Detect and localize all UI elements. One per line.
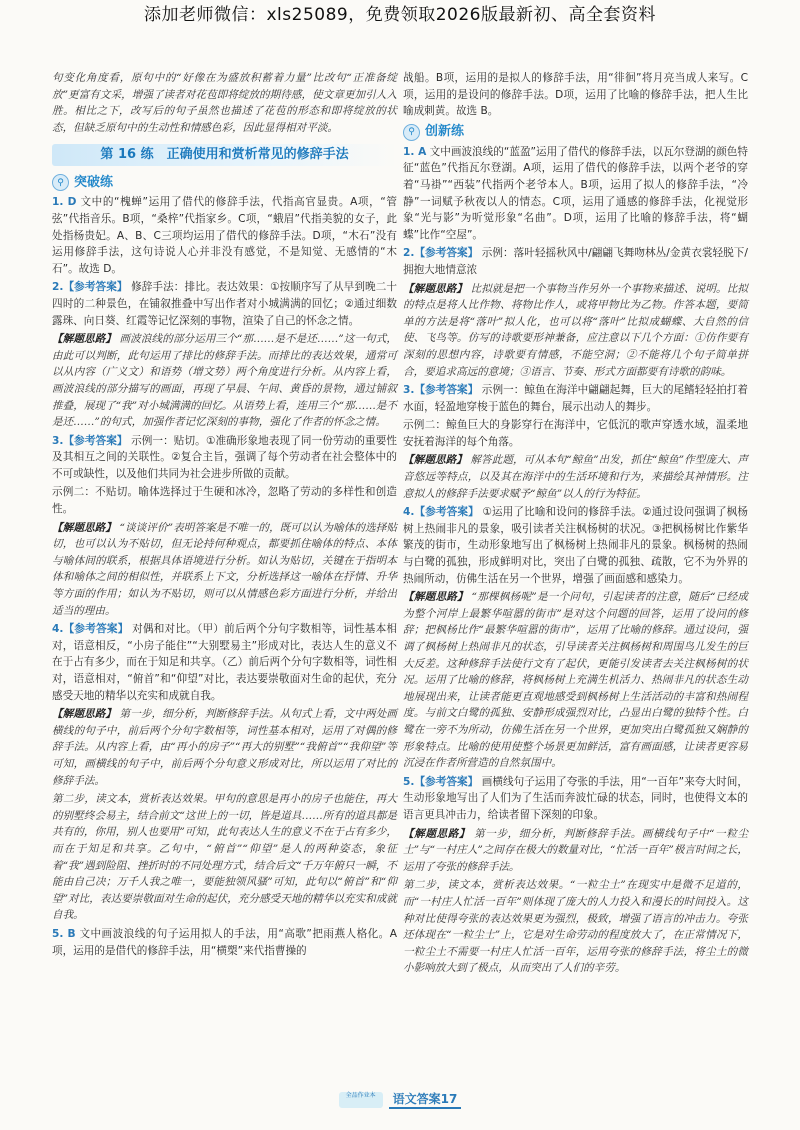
answer-label: 4.【参考答案】 [52, 623, 129, 636]
solution-text: 第一步，细分析，判断修辞手法。从句式上看，文中两处画横线的句子中，前后两个分句字数相等，词性基本相对，运用了对偶的修辞手法。从内容上看，由“再小的房子”“再大的别墅”“我俯首”“我仰望”等可知，画横线的句子中，前后两个分句意义形成对比，所以运用了对比的修辞手法。 [52, 708, 398, 787]
answer-q4 [52, 621, 397, 704]
solution-q4-step2: 第二步，读文本，赏析表达效果。甲句的意思是再小的房子也能住，再大的别墅终会易主，结合前文“这世上的一切，皆是道具……所有的道具都是共有的，你用，别人也要用”可知，此句表达人生的意义不在于占有多少，而在于知足和共享。乙句中，“俯首”“仰望”是人的两种姿态，象征着“我”遇到险阻、挫折时的不同处理方式，结合后文“千万年俯只一瞬，不能由自己决；万千人我之唯一，要能独领风骚”可知，此句以“俯首”和“仰望”对比，表达要崇敬面对生命的起伏，充分感受天地的精华以充实和成就自我。 [52, 793, 397, 922]
solution-text: “那棵枫杨呢”是一个问句，引起读者的注意，随后“已经成为整个河岸上最繁华喧嚣的街市”是对这个问题的回答，运用了设问的修辞；把枫杨比作“最繁华喧嚣的街市”，运用了比喻的修辞。通过设问，强调了枫杨树上热闹非凡的状态，引导读者关注枫杨树和周围鸟儿发生的巨大反差。这种修辞手法使行文有了起伏，更能引发读者去关注枫杨树的状况。运用了比喻的修辞，将枫杨树上充满生机活力、热闹非凡的状态生动地展现出来，让读者能更直观地感受到枫杨树上生活活动的丰富和热闹程度。与前文白鹭的孤独、安静形成强烈对比，凸显出白鹭的独特个性。白鹭在一旁不为所动，仿佛生活在另一个世界，更加突出白鹭孤独又娴静的形象特点。比喻的使用使整个场景更加鲜活，富有画面感，让读者更容易沉浸在作者所营造的自然氛围中。 [403, 591, 749, 770]
answer-label: 3.【参考答案】 [403, 384, 479, 397]
answer-label: 2.【参考答案】 [403, 247, 479, 260]
solution-label: 【解题思路】 [403, 827, 471, 840]
publisher-logo: 全品作业本 [339, 1092, 383, 1108]
answer-q2 [52, 279, 397, 329]
answer-c2 [403, 245, 748, 278]
section-heading-breakthrough [52, 174, 397, 191]
answer-c4 [403, 504, 748, 587]
solution-text: 画波浪线的部分运用三个“那……是不是还……”这一句式，由此可以判断，此句运用了排比的修辞手法。而排比的表达效果，通常可以从内容（广义文）和语势（增文势）两个角度进行分析。从内容上看，画波浪线的部分描写的画面，再现了早晨、午间、黄昏的景物，通过铺叙推叠，展现了“我”对小城满满的回忆。从语势上看，连用三个“那……是不是还……”的句式，加强作者记忆深刻的事物，强化了作者的怀念之情。 [52, 333, 397, 429]
solution-text: “谈谈评价”表明答案是不唯一的，既可以认为喻体的选择贴切，也可以认为不贴切，但无论持何种观点，都要抓住喻体的特点、本体与喻体间的联系，根据具体语境进行分析。如认为贴切，关键在于指明本体和喻体之间的相似性，并联系上下文，分析选择这一喻体在抒情、升华等方面的作用；如认为不贴切，则可以从情感色彩方面进行分析，并给出适当的理由。 [52, 521, 397, 617]
section-title: 创新练 [425, 123, 465, 139]
magnifier-icon: ⚲ [403, 124, 420, 141]
page-label: 语文答案17 [389, 1090, 462, 1109]
section-heading-innovation [403, 124, 748, 141]
solution-label: 【解题思路】 [52, 708, 117, 721]
solution-label: 【解题思路】 [403, 591, 468, 604]
promo-banner: 添加老师微信：xls25089，免费领取2026版最新初、高全套资料 [144, 5, 656, 25]
section-title: 突破练 [74, 174, 114, 190]
answer-text: 文中的“槐蝉”运用了借代的修辞手法，代指高官显贵。A项，“管弦”代指音乐。B项，“桑梓”代指家乡。C项，“蛾眉”代指美貌的女子，此处指杨贵妃。A、B、C三项均运用了借代的修辞手法。D项，“木石”没有运用修辞手法，这句诗说人心并非没有感觉，不是知觉、无感情的“木石”。故选 D。 [52, 196, 397, 275]
answer-text: 示例：落叶轻摇秋风中/翩翩飞舞吻林丛/金黄衣裳轻脱下/拥抱大地情意浓 [403, 247, 748, 276]
answer-text: 修辞手法：排比。表达效果：①按顺序写了从早到晚二十四时的二种景色，在铺叙推叠中写出作者对小城满满的回忆；②通过细数露珠、向日葵、红霞等记忆深刻的事物，渲染了自己的怀念之情。 [52, 281, 397, 327]
answer-c5 [403, 774, 748, 824]
answer-label: 3.【参考答案】 [52, 434, 128, 447]
question-number: 5. B [52, 927, 76, 940]
question-number: 1. A [403, 145, 427, 158]
magnifier-icon: ⚲ [52, 174, 69, 191]
solution-text: 比拟就是把一个事物当作另外一个事物来描述、说明。比拟的特点是将人比作物、将物比作人，或将甲物比为乙物。作答本题，要简单的方法是将“落叶”拟人化，也可以将“落叶”比拟成蝴蝶、大自然的信使、飞鸟等。仿写的诗歌要形神兼备，应注意以下几个方面：①仿作要有深刻的思想内容，诗歌要有情感，不能空洞；②不能将几个句子简单拼合，要追求高远的意境；③语言、节奏、形式方面都要有诗歌的韵味。 [403, 282, 749, 378]
answer-label: 4.【参考答案】 [403, 506, 479, 519]
solution-q3 [52, 520, 397, 620]
solution-label: 【解题思路】 [52, 521, 116, 534]
solution-label: 【解题思路】 [52, 333, 117, 346]
answer-q5 [52, 926, 397, 959]
answer-text: 对偶和对比。（甲）前后两个分句字数相等，词性基本相对，语意相反，“小房子能住”“大别墅易主”形成对比，表达人生的意义不在于占有多少，而在于知足和共享。（乙）前后两个分句字数相等，词性相对，语意相对，“俯首”和“仰望”对比，表达要崇敬面对生命的起伏，充分感受天地的精华以充实和成就自我。 [52, 623, 397, 702]
answer-text: 示例一：贴切。①准确形象地表现了同一份劳动的重要性及其相互之间的关联性。②复合主旨，强调了每个劳动者在社会整体中的不可或缺性，以及他们共同为社会进步所做的贡献。 [52, 434, 397, 480]
answer-text: 文中画波浪线的句子运用拟人的手法，用“高歌”把雨燕人格化。A项，运用的是借代的修辞手法，用“横槊”来代指曹操的 [52, 927, 397, 957]
answer-text: 示例一：鲸鱼在海洋中翩翩起舞，巨大的尾鳍轻轻拍打着水面，轻盈地穿梭于蓝色的舞台，展示出动人的舞步。 [403, 384, 748, 413]
solution-c5-step1 [403, 826, 748, 876]
lesson-title-bar [52, 144, 397, 166]
solution-label: 【解题思路】 [403, 454, 467, 467]
intro-paragraph: 句变化角度看，原句中的“好像在为盛放积蓄着力量”比改句“正准备绽放”更富有文采，增强了读者对花苞即将绽放的期待感，使文章更加引人入胜。相比之下，改写后的句子虽然也描述了花苞的形态和即将绽放的状态，但缺乏原句中的生动性和情感色彩，因此显得相对平淡。 [52, 72, 397, 134]
answer-c3 [403, 382, 748, 415]
answer-label: 2.【参考答案】 [52, 281, 128, 294]
answer-q1 [52, 194, 397, 277]
solution-c5-step2: 第二步，读文本，赏析表达效果。“一粒尘土”在现实中是微不足道的，而“一村庄人忙活一百年”则体现了庞大的人力投入和漫长的时间投入。这种对比使得夸张的表达效果更为强烈，极致，增强了语言的冲击力。夸张还体现在“一粒尘土”上，它是对生命劳动的程度放大了，在正常情况下，一粒尘土不需要一村庄人忙活一百年，运用夸张的修辞手法，将尘土的微小影响放大到了极点，从而突出了人们的辛劳。 [403, 879, 748, 975]
solution-q2 [52, 331, 397, 431]
answer-text: 画横线句子运用了夸张的手法，用“一百年”来夸大时间，生动形象地写出了人们为了生活而奔波忙碌的状态，同时，也使得文本的语言更具冲击力，给读者留下深刻的印象。 [403, 775, 748, 821]
left-column [52, 70, 397, 961]
solution-label: 【解题思路】 [403, 282, 468, 295]
lesson-title: 第 16 练 正确使用和赏析常见的修辞手法 [100, 147, 349, 163]
solution-q4-step1 [52, 706, 397, 789]
page-footer [0, 1090, 800, 1109]
answer-q5-continued: 战船。B项，运用的是拟人的修辞手法，用“徘徊”将月亮当成人来写。C项，运用的是设问的修辞手法。D项，运用了比喻的修辞手法，把人生比喻成刺黄。故选 B。 [403, 72, 748, 118]
question-number: 1. D [52, 196, 77, 209]
solution-c2 [403, 281, 748, 381]
answer-text: 文中画波浪线的“蓝盈”运用了借代的修辞手法，以瓦尔登湖的颜色特征“蓝色”代指瓦尔登湖。A项，运用了借代的修辞手法，以两个老爷的穿着“马褂”“西装”代指两个老爷本人。B项，运用了拟人的修辞手法，“冷静”一词赋予秋夜以人的情态。C项，运用了通感的修辞手法，化视觉形象“光与影”为听觉形象“名曲”。D项，运用了比喻的修辞手法，将“蝴蝶”比作“空屋”。 [403, 145, 748, 241]
answer-text: ①运用了比喻和设问的修辞手法。②通过设问强调了枫杨树上热闹非凡的景象，吸引读者关注枫杨树的状况。③把枫杨树比作紫华繁茂的街市，生动形象地写出了枫杨树上热闹非凡的景象。枫杨树的热闹与白鹭的孤独，形成鲜明对比，突出了白鹭的孤独、疏散，它不为外界的热闹所动，仿佛生活在另一个世界，增强了画面感和感染力。 [403, 506, 748, 585]
answer-label: 5.【参考答案】 [403, 775, 479, 788]
solution-c3 [403, 452, 748, 502]
answer-c1 [403, 144, 748, 244]
answer-q3 [52, 433, 397, 483]
solution-c4 [403, 589, 748, 772]
solution-text: 第一步，细分析，判断修辞手法。画横线句子中“一粒尘土”与“一村庄人”之间存在极大的数量对比，“忙活一百年”极言时间之长，运用了夸张的修辞手法。 [403, 827, 748, 873]
answer-c3-example2: 示例二：鲸鱼巨大的身影穿行在海洋中，它低沉的歌声穿透水域，温柔地安抚着海洋的每个角落。 [403, 419, 748, 448]
answer-q3-example2: 示例二：不贴切。喻体选择过于生硬和冰冷，忽略了劳动的多样性和创造性。 [52, 486, 397, 516]
solution-text: 解答此题，可从本句“鲸鱼”出发，抓住“鲸鱼”作型庞大、声音悠远等特点，以及其在海洋中的生活环境和行为，来描绘其神情形。注意拟人的修辞手法要求赋予“鲸鱼”以人的行为特征。 [403, 454, 749, 500]
right-column [403, 70, 748, 979]
